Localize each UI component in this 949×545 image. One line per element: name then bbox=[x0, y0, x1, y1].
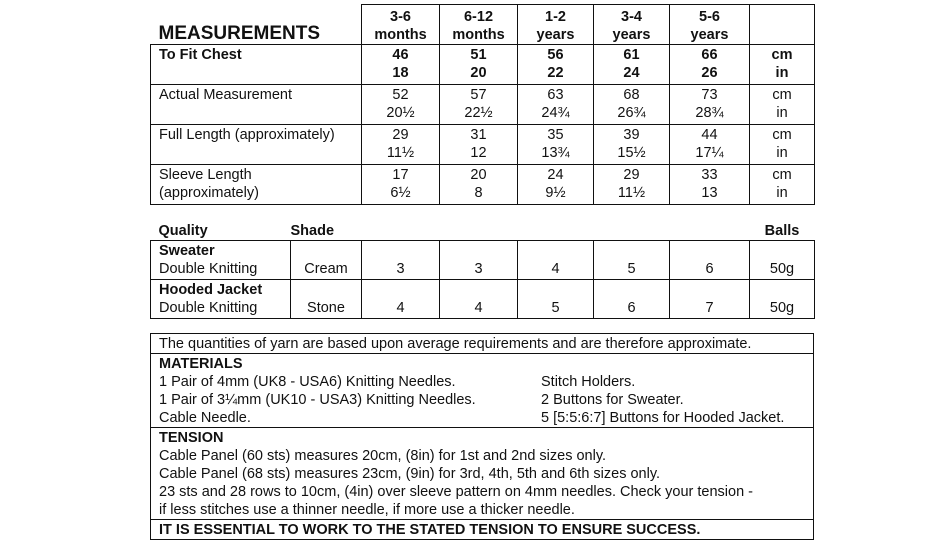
material-item: Stitch Holders. bbox=[541, 374, 636, 390]
yarn-qty: 6 bbox=[594, 280, 670, 319]
yarn-unit: 50g bbox=[750, 280, 815, 319]
tension-line: 23 sts and 28 rows to 10cm, (4in) over sleeve pattern on 4mm needles. Check your tension - bbox=[159, 484, 753, 500]
material-item: 5 [5:5:6:7] Buttons for Hooded Jacket. bbox=[541, 410, 785, 426]
value-cell: 39 15½ bbox=[594, 124, 670, 164]
yarn-row bbox=[151, 280, 815, 319]
yarn-qty: 7 bbox=[670, 280, 750, 319]
quality-header: Quality bbox=[158, 223, 208, 239]
value-cell: 17 6½ bbox=[362, 164, 440, 204]
yarn-header-row bbox=[151, 222, 815, 241]
tension-line: Cable Panel (68 sts) measures 23cm, (9in) for 3rd, 4th, 5th and 6th sizes only. bbox=[159, 466, 661, 482]
materials-section bbox=[151, 354, 813, 428]
unit-cell: cm in bbox=[750, 164, 815, 204]
value-cell: 29 11½ bbox=[362, 124, 440, 164]
unit-cell: cm in bbox=[750, 124, 815, 164]
tension-line: if less stitches use a thinner needle, if more use a thicker needle. bbox=[159, 502, 575, 518]
measurements-header-row bbox=[151, 5, 815, 45]
value-cell: 52 20½ bbox=[362, 84, 440, 124]
material-item: 2 Buttons for Sweater. bbox=[541, 392, 684, 408]
notes-box bbox=[150, 333, 814, 540]
quantities-note: The quantities of yarn are based upon average requirements and are therefore approximate. bbox=[151, 334, 813, 354]
yarn-table bbox=[150, 222, 815, 319]
value-cell: 61 24 bbox=[594, 44, 670, 84]
yarn-unit: 50g bbox=[750, 241, 815, 280]
row-label: Full Length (approximately) bbox=[151, 124, 362, 164]
value-cell: 35 13¾ bbox=[518, 124, 594, 164]
table-row bbox=[151, 124, 815, 164]
materials-title: MATERIALS bbox=[159, 356, 243, 372]
value-cell: 20 8 bbox=[440, 164, 518, 204]
balls-header: Balls bbox=[764, 223, 800, 239]
row-label: Actual Measurement bbox=[151, 84, 362, 124]
yarn-shade: Stone bbox=[291, 280, 362, 319]
yarn-qty: 3 bbox=[440, 241, 518, 280]
essential-note: IT IS ESSENTIAL TO WORK TO THE STATED TENSION TO ENSURE SUCCESS. bbox=[159, 522, 701, 538]
value-cell: 63 24¾ bbox=[518, 84, 594, 124]
tension-line: Cable Panel (60 sts) measures 20cm, (8in) for 1st and 2nd sizes only. bbox=[159, 448, 607, 464]
value-cell: 68 26¾ bbox=[594, 84, 670, 124]
value-cell: 31 12 bbox=[440, 124, 518, 164]
yarn-qty: 6 bbox=[670, 241, 750, 280]
table-row bbox=[151, 84, 815, 124]
table-row bbox=[151, 164, 815, 204]
shade-header: Shade bbox=[290, 223, 335, 239]
value-cell: 33 13 bbox=[670, 164, 750, 204]
value-cell: 66 26 bbox=[670, 44, 750, 84]
unit-cell: cm in bbox=[750, 44, 815, 84]
measurements-title: MEASUREMENTS bbox=[158, 22, 321, 44]
yarn-qty: 4 bbox=[362, 280, 440, 319]
value-cell: 46 18 bbox=[362, 44, 440, 84]
yarn-quality: Sweater Double Knitting bbox=[151, 241, 291, 280]
yarn-quality: Hooded Jacket Double Knitting bbox=[151, 280, 291, 319]
material-item: 1 Pair of 3¼mm (UK10 - USA3) Knitting Needles. bbox=[159, 392, 476, 408]
yarn-shade: Cream bbox=[291, 241, 362, 280]
table-row bbox=[151, 44, 815, 84]
row-label: To Fit Chest bbox=[151, 44, 362, 84]
yarn-qty: 3 bbox=[362, 241, 440, 280]
size-header: 6-12 months bbox=[440, 5, 518, 45]
size-header: 1-2 years bbox=[518, 5, 594, 45]
yarn-qty: 4 bbox=[440, 280, 518, 319]
yarn-row bbox=[151, 241, 815, 280]
tension-title: TENSION bbox=[159, 430, 224, 446]
value-cell: 57 22½ bbox=[440, 84, 518, 124]
size-header: 5-6 years bbox=[670, 5, 750, 45]
unit-cell: cm in bbox=[750, 84, 815, 124]
row-label: Sleeve Length (approximately) bbox=[151, 164, 362, 204]
value-cell: 24 9½ bbox=[518, 164, 594, 204]
value-cell: 51 20 bbox=[440, 44, 518, 84]
material-item: Cable Needle. bbox=[159, 410, 251, 426]
size-header: 3-6 months bbox=[362, 5, 440, 45]
size-header: 3-4 years bbox=[594, 5, 670, 45]
value-cell: 73 28¾ bbox=[670, 84, 750, 124]
yarn-qty: 5 bbox=[594, 241, 670, 280]
material-item: 1 Pair of 4mm (UK8 - USA6) Knitting Needles. bbox=[159, 374, 456, 390]
yarn-qty: 4 bbox=[518, 241, 594, 280]
measurements-table bbox=[150, 4, 815, 205]
value-cell: 44 17¼ bbox=[670, 124, 750, 164]
value-cell: 56 22 bbox=[518, 44, 594, 84]
tension-section bbox=[151, 428, 813, 520]
yarn-qty: 5 bbox=[518, 280, 594, 319]
value-cell: 29 11½ bbox=[594, 164, 670, 204]
unit-header bbox=[750, 5, 815, 45]
